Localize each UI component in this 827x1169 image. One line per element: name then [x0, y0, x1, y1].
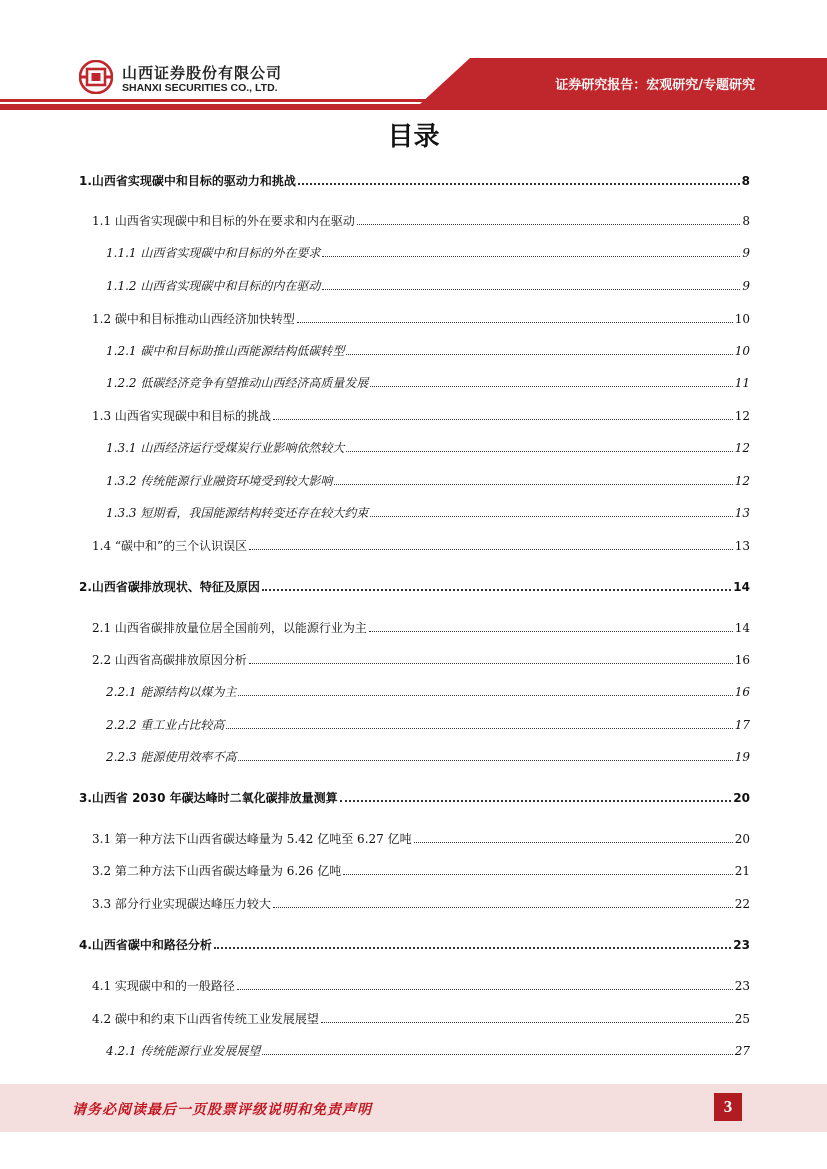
- toc-entry[interactable]: [92, 310, 750, 326]
- toc-leader-dots: [370, 506, 732, 517]
- toc-leader-dots: [214, 937, 731, 949]
- toc-entry-label: 4.山西省碳中和路径分析: [79, 938, 212, 952]
- toc-entry[interactable]: [92, 619, 750, 635]
- toc-leader-dots: [262, 1044, 732, 1055]
- toc-leader-dots: [357, 214, 740, 225]
- toc-entry[interactable]: [92, 212, 750, 228]
- toc-entry-label: 4.1 实现碳中和的一般路径: [92, 979, 235, 993]
- toc-entry[interactable]: [79, 578, 750, 594]
- toc-entry-label: 1.山西省实现碳中和目标的驱动力和挑战: [79, 174, 296, 188]
- company-name-en: SHANXI SECURITIES CO., LTD.: [122, 82, 278, 94]
- toc-entry-label: 4.2 碳中和约束下山西省传统工业发展展望: [92, 1012, 319, 1026]
- toc-entry-page: 12: [734, 409, 750, 423]
- toc-entry-page: 14: [733, 580, 750, 594]
- toc-entry-page: 17: [734, 718, 750, 732]
- toc-leader-dots: [298, 173, 740, 185]
- toc-entry[interactable]: [106, 374, 750, 390]
- toc-entry[interactable]: [92, 1010, 750, 1026]
- toc-leader-dots: [322, 279, 740, 290]
- toc-entry[interactable]: [79, 936, 750, 952]
- toc-leader-dots: [273, 409, 733, 420]
- company-name-cn: 山西证券股份有限公司: [122, 64, 283, 82]
- toc-entry-page: 9: [742, 279, 750, 293]
- toc-entry-page: 13: [734, 539, 750, 553]
- toc-entry-page: 14: [734, 621, 750, 635]
- toc-entry[interactable]: [92, 977, 750, 993]
- toc-entry-label: 1.1.1 山西省实现碳中和目标的外在要求: [106, 246, 321, 260]
- toc-leader-dots: [346, 441, 732, 452]
- toc-entry-label: 1.3.2 传统能源行业融资环境受到较大影响: [106, 474, 333, 488]
- toc-entry-page: 12: [734, 474, 750, 488]
- toc-entry[interactable]: [106, 716, 750, 732]
- toc-entry[interactable]: [92, 537, 750, 553]
- toc-entry-page: 23: [733, 938, 750, 952]
- toc-entry-label: 3.2 第二种方法下山西省碳达峰量为 6.26 亿吨: [92, 864, 342, 878]
- toc-entry[interactable]: [106, 342, 750, 358]
- toc-leader-dots: [297, 312, 733, 323]
- toc-leader-dots: [414, 832, 733, 843]
- toc-entry-label: 1.3.3 短期看，我国能源结构转变还存在较大约束: [106, 506, 369, 520]
- toc-entry-page: 23: [734, 979, 750, 993]
- toc-entry-page: 19: [734, 750, 750, 764]
- toc-entry-label: 1.2.1 碳中和目标助推山西能源结构低碳转型: [106, 344, 345, 358]
- toc-entry-label: 1.4 “碳中和”的三个认识误区: [92, 539, 248, 553]
- toc-entry-label: 2.2.2 重工业占比较高: [106, 718, 225, 732]
- toc-leader-dots: [346, 344, 732, 355]
- toc-title: 目录: [387, 122, 440, 152]
- toc-entry-label: 1.3.1 山西经济运行受煤炭行业影响依然较大: [106, 441, 345, 455]
- toc-entry-page: 13: [734, 506, 750, 520]
- toc-entry-page: 20: [734, 832, 750, 846]
- toc-leader-dots: [369, 621, 733, 632]
- toc-entry[interactable]: [106, 439, 750, 455]
- toc-entry[interactable]: [79, 789, 750, 805]
- toc-entry[interactable]: [106, 244, 750, 260]
- page-header: [0, 0, 827, 110]
- toc-entry-page: 16: [734, 685, 750, 699]
- company-logo-icon: [79, 60, 113, 94]
- toc-entry-page: 16: [734, 653, 750, 667]
- toc-entry-page: 8: [741, 174, 750, 188]
- toc-entry-page: 10: [734, 344, 750, 358]
- toc-leader-dots: [238, 750, 732, 761]
- toc-entry-label: 1.2.2 低碳经济竞争有望推动山西经济高质量发展: [106, 376, 369, 390]
- toc-entry-label: 1.2 碳中和目标推动山西经济加快转型: [92, 312, 295, 326]
- toc-entry[interactable]: [106, 277, 750, 293]
- toc-leader-dots: [322, 246, 740, 257]
- toc-entry-label: 2.2 山西省高碳排放原因分析: [92, 653, 247, 667]
- toc-leader-dots: [249, 539, 733, 550]
- toc-entry-label: 1.3 山西省实现碳中和目标的挑战: [92, 409, 271, 423]
- toc-entry[interactable]: [92, 830, 750, 846]
- toc-leader-dots: [343, 864, 732, 875]
- toc-entry[interactable]: [92, 407, 750, 423]
- toc-leader-dots: [238, 685, 732, 696]
- toc-entry-page: 27: [734, 1044, 750, 1058]
- toc-entry-label: 4.2.1 传统能源行业发展展望: [106, 1044, 261, 1058]
- toc-leader-dots: [370, 376, 732, 387]
- disclaimer-note: 请务必阅读最后一页股票评级说明和免责声明: [72, 1102, 372, 1118]
- toc-leader-dots: [273, 897, 733, 908]
- toc-entry-label: 2.2.3 能源使用效率不高: [106, 750, 237, 764]
- toc-leader-dots: [334, 474, 732, 485]
- toc-entry-page: 10: [734, 312, 750, 326]
- toc-entry-label: 2.山西省碳排放现状、特征及原因: [79, 580, 260, 594]
- toc-entry-label: 3.3 部分行业实现碳达峰压力较大: [92, 897, 271, 911]
- toc-entry-label: 2.1 山西省碳排放量位居全国前列，以能源行业为主: [92, 621, 367, 635]
- toc-entry[interactable]: [106, 748, 750, 764]
- toc-entry[interactable]: [79, 172, 750, 188]
- toc-entry[interactable]: [106, 683, 750, 699]
- toc-leader-dots: [340, 790, 732, 802]
- toc-entry-page: 20: [733, 791, 750, 805]
- toc-entry-page: 21: [734, 864, 750, 878]
- toc-entry-label: 2.2.1 能源结构以煤为主: [106, 685, 237, 699]
- toc-entry-label: 1.1 山西省实现碳中和目标的外在要求和内在驱动: [92, 214, 355, 228]
- toc-leader-dots: [321, 1012, 733, 1023]
- toc-entry[interactable]: [92, 895, 750, 911]
- toc-entry[interactable]: [92, 862, 750, 878]
- toc-entry-page: 12: [734, 441, 750, 455]
- toc-entry[interactable]: [92, 651, 750, 667]
- toc-entry-label: 3.山西省 2030 年碳达峰时二氧化碳排放量测算: [79, 791, 338, 805]
- toc-leader-dots: [237, 979, 733, 990]
- toc-leader-dots: [262, 579, 731, 591]
- toc-leader-dots: [226, 718, 732, 729]
- toc-entry[interactable]: [106, 504, 750, 520]
- toc-entry[interactable]: [106, 472, 750, 488]
- toc-entry-page: 22: [734, 897, 750, 911]
- report-type-label: 证券研究报告：宏观研究/专题研究: [555, 78, 755, 93]
- toc-entry-page: 8: [742, 214, 750, 228]
- toc-entry-page: 9: [742, 246, 750, 260]
- toc-entry-label: 1.1.2 山西省实现碳中和目标的内在驱动: [106, 279, 321, 293]
- toc-entry-page: 25: [734, 1012, 750, 1026]
- toc-entry-page: 11: [734, 376, 750, 390]
- page-number: 3: [714, 1093, 742, 1121]
- toc-entry[interactable]: [106, 1042, 750, 1058]
- toc-leader-dots: [249, 653, 733, 664]
- toc-entry-label: 3.1 第一种方法下山西省碳达峰量为 5.42 亿吨至 6.27 亿吨: [92, 832, 412, 846]
